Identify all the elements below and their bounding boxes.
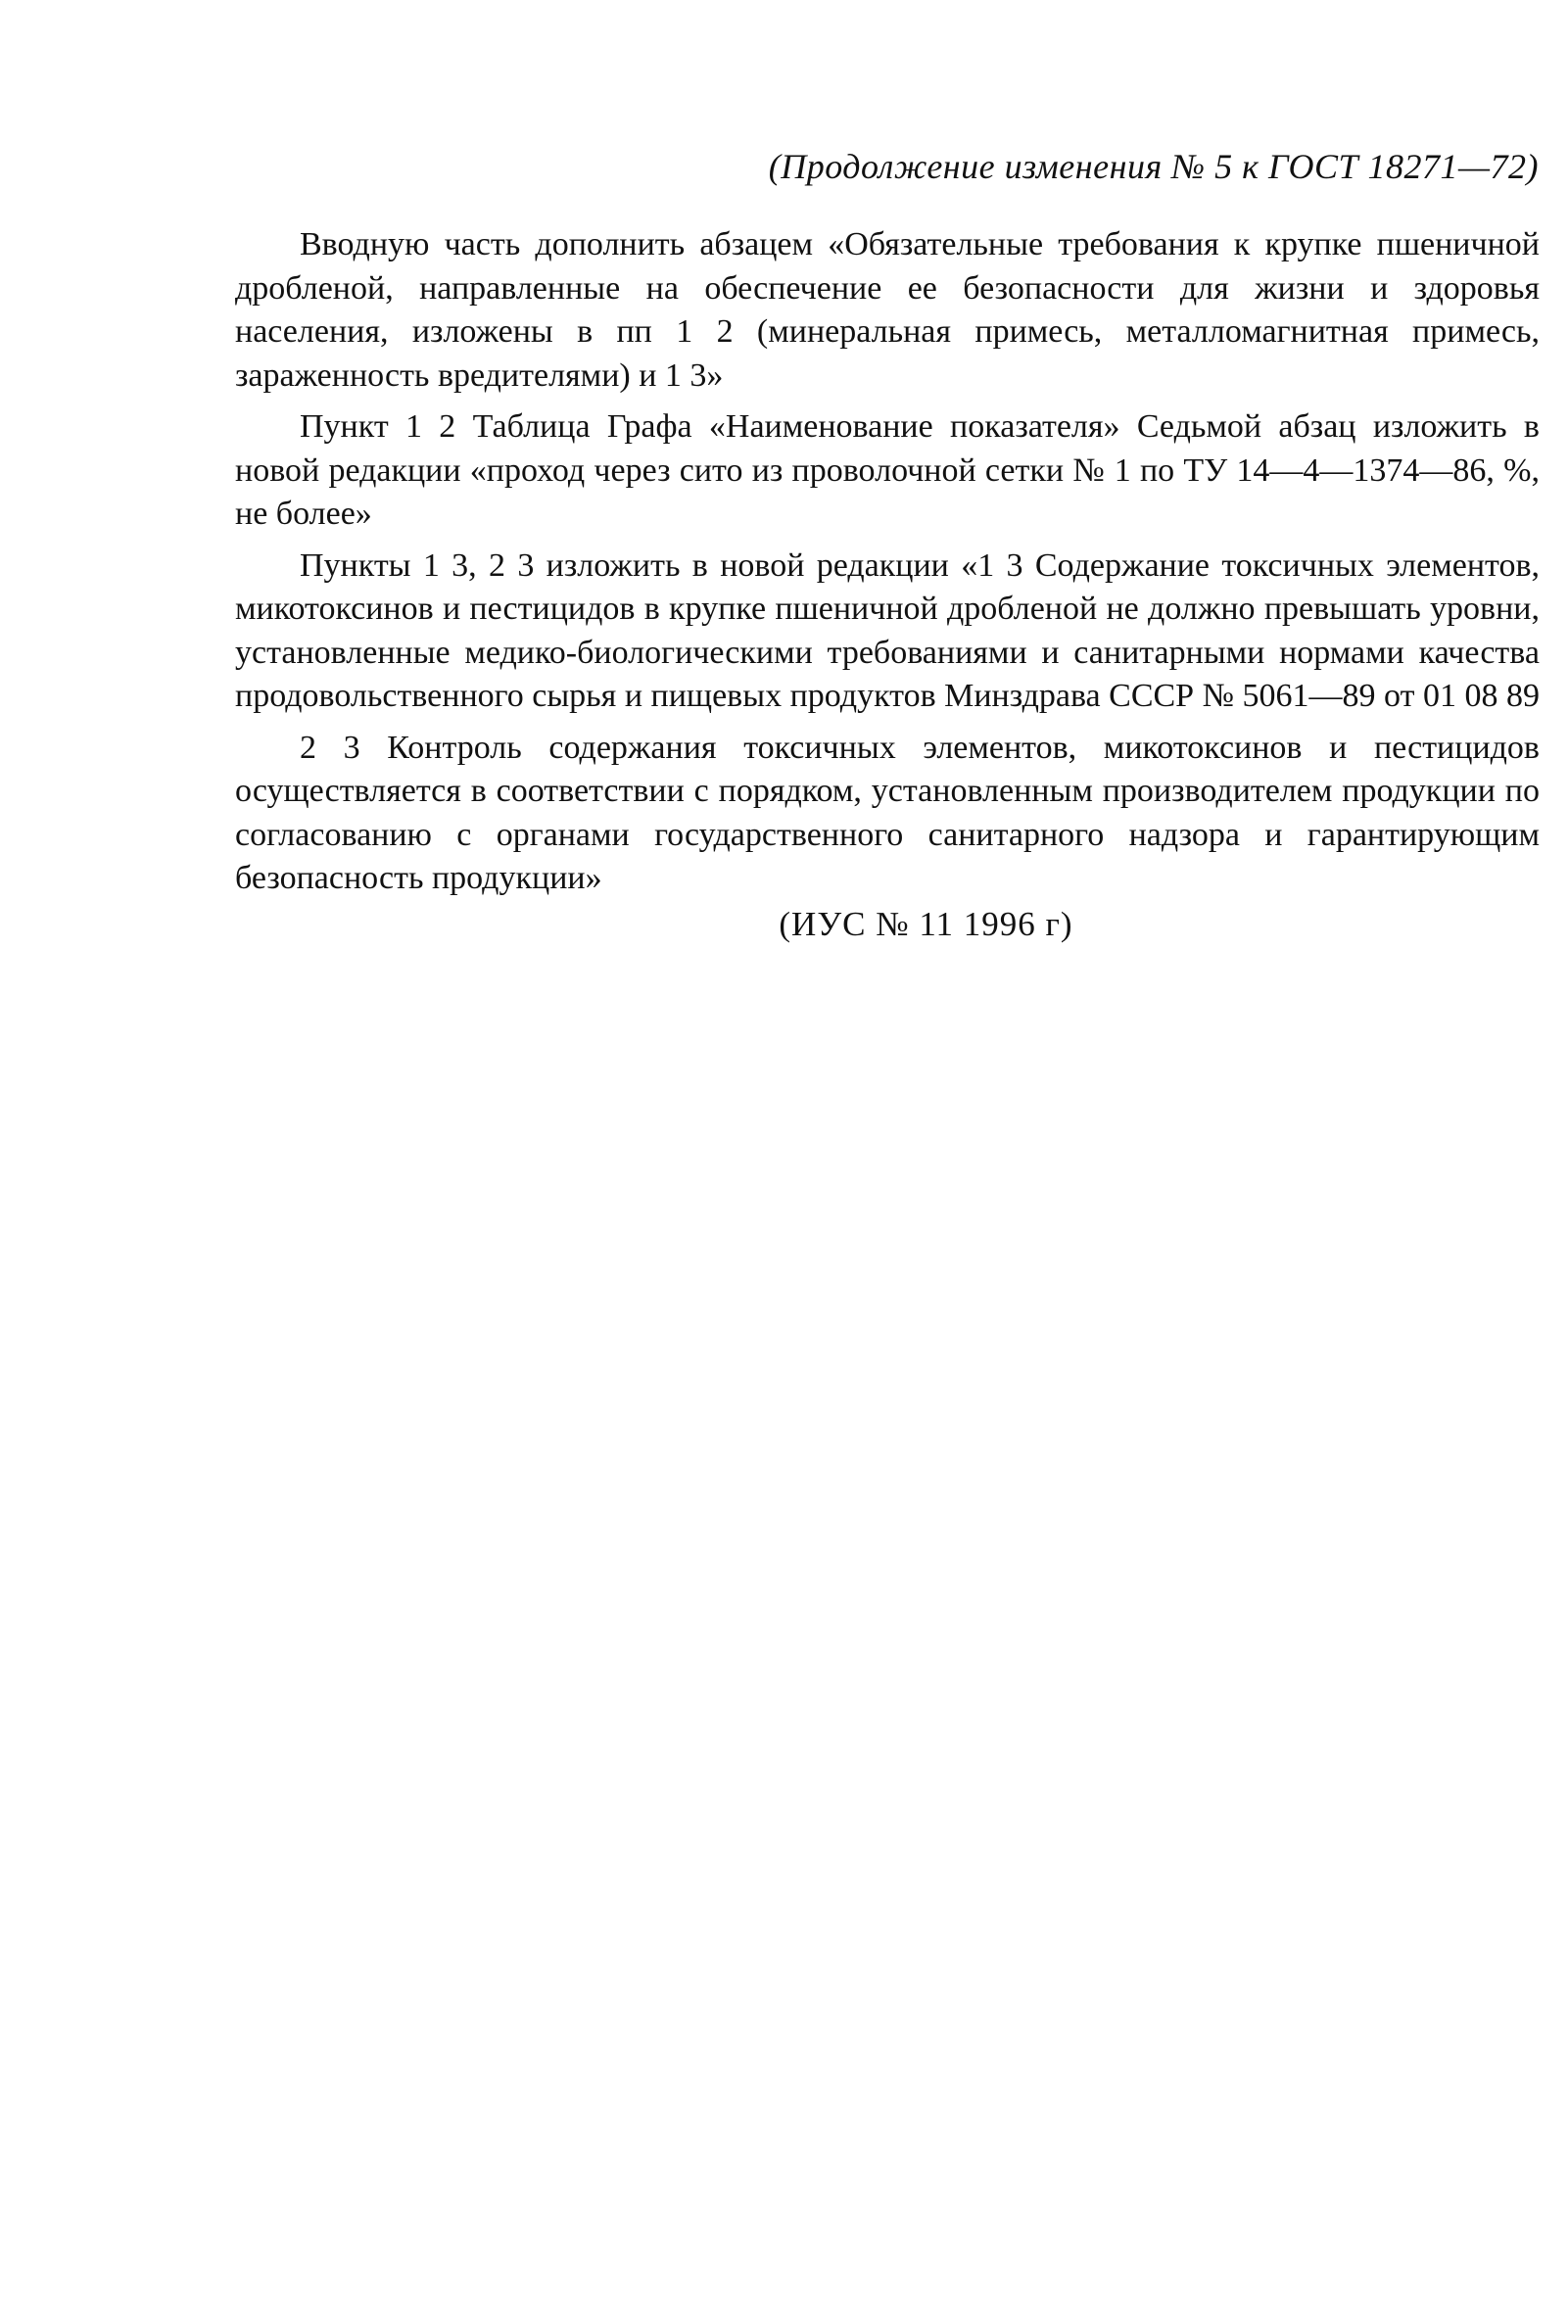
page-header: (Продолжение изменения № 5 к ГОСТ 18271—72) [768, 147, 1539, 186]
paragraph-intro-addition: Вводную часть дополнить абзацем «Обязательные требования к крупке пшеничной дробленой, направленные на обеспечение ее безопасности для жизни и здоровья населения, изложены в пп 1 2 (минеральная примесь, металломагнитная примесь, зараженность вредителями) и 1 3» [235, 226, 1540, 394]
paragraph-clause-1-2: Пункт 1 2 Таблица Графа «Наименование показателя» Седьмой абзац изложить в новой редакции «проход через сито из проволочной сетки № 1 по ТУ 14—4—1374—86, %, не более» [235, 408, 1540, 532]
paragraph-clause-2-3: 2 3 Контроль содержания токсичных элементов, микотоксинов и пестицидов осуществляется в соответствии с порядком, установленным производителем продукции по согласованию с органами государственного санитарного надзора и гарантирующим безопасность продукции» [235, 729, 1540, 896]
source-reference: (ИУС № 11 1996 г) [779, 905, 1073, 943]
paragraph-clauses-1-3-2-3: Пункты 1 3, 2 3 изложить в новой редакции «1 3 Содержание токсичных элементов, микотоксинов и пестицидов в крупке пшеничной дробленой не должно превышать уровни, установленные медико-биологическими требованиями и санитарными нормами качества продовольственного сырья и пищевых продуктов Минздрава СССР № 5061—89 от 01 08 89 [235, 546, 1540, 714]
document-body [235, 223, 1540, 909]
